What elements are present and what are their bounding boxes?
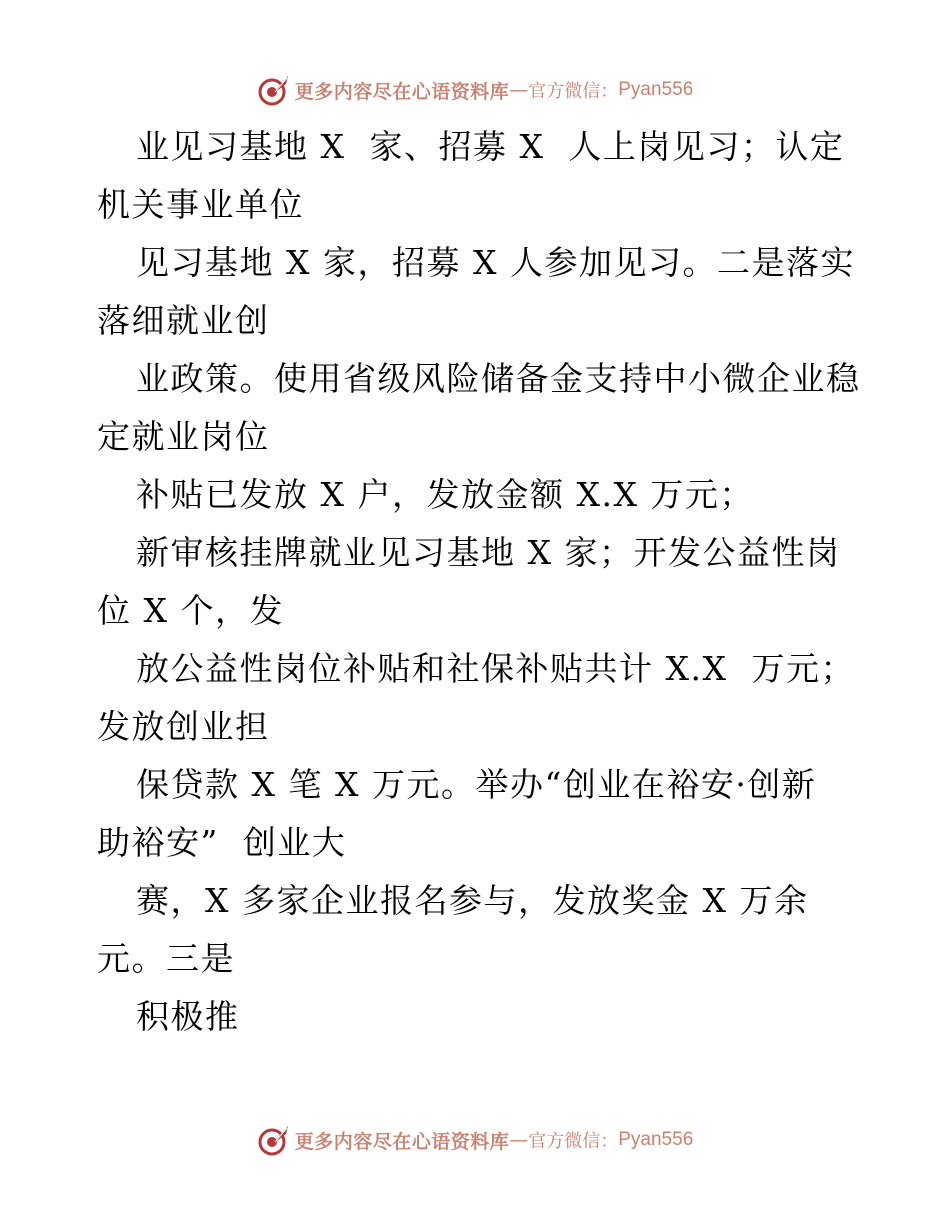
quill-pen-circle-logo-icon bbox=[257, 73, 291, 107]
text-line: 定就业岗位 bbox=[97, 417, 270, 456]
text-line: 赛，X 多家企业报名参与，发放奖金 X 万余 bbox=[136, 881, 809, 920]
text-line: 补贴已发放 X 户，发放金额 X.X 万元； bbox=[136, 475, 754, 514]
text-line: 放公益性岗位补贴和社保补贴共计 X.X 万元； bbox=[136, 649, 855, 688]
banner-main-text: 更多内容尽在心语资料库 bbox=[294, 1130, 510, 1153]
text-line: 业见习基地 X 家、招募 X 人上岗见习；认定 bbox=[136, 127, 845, 166]
text-line: 业政策。使用省级风险储备金支持中小微企业稳 bbox=[136, 359, 861, 398]
text-line: 保贷款 X 笔 X 万元。举办“创业在裕安·创新 bbox=[136, 765, 817, 804]
banner-wechat-label: 官方微信： bbox=[528, 1131, 619, 1152]
quill-pen-circle-logo-icon bbox=[257, 1123, 291, 1157]
footer-banner bbox=[0, 1120, 950, 1160]
document-body bbox=[97, 118, 861, 1046]
text-line: 元。三是 bbox=[97, 939, 235, 978]
text-line: 机关事业单位 bbox=[97, 185, 304, 224]
text-line: 落细就业创 bbox=[97, 301, 270, 340]
banner-wechat-id: Pyan556 bbox=[618, 1129, 694, 1150]
banner-wechat-label: 官方微信： bbox=[528, 81, 619, 102]
banner-separator: — bbox=[509, 79, 529, 101]
text-line: 见习基地 X 家，招募 X 人参加见习。二是落实 bbox=[136, 243, 855, 282]
header-banner bbox=[0, 70, 950, 110]
text-line: 发放创业担 bbox=[97, 707, 270, 746]
banner-wechat-id: Pyan556 bbox=[618, 79, 694, 100]
text-line: 位 X 个，发 bbox=[97, 591, 284, 630]
text-line: 新审核挂牌就业见习基地 X 家；开发公益性岗 bbox=[136, 533, 841, 572]
banner-main-text: 更多内容尽在心语资料库 bbox=[294, 80, 510, 103]
text-line: 助裕安” 创业大 bbox=[97, 823, 347, 862]
banner-separator: — bbox=[509, 1129, 529, 1151]
text-line: 积极推 bbox=[136, 997, 240, 1036]
